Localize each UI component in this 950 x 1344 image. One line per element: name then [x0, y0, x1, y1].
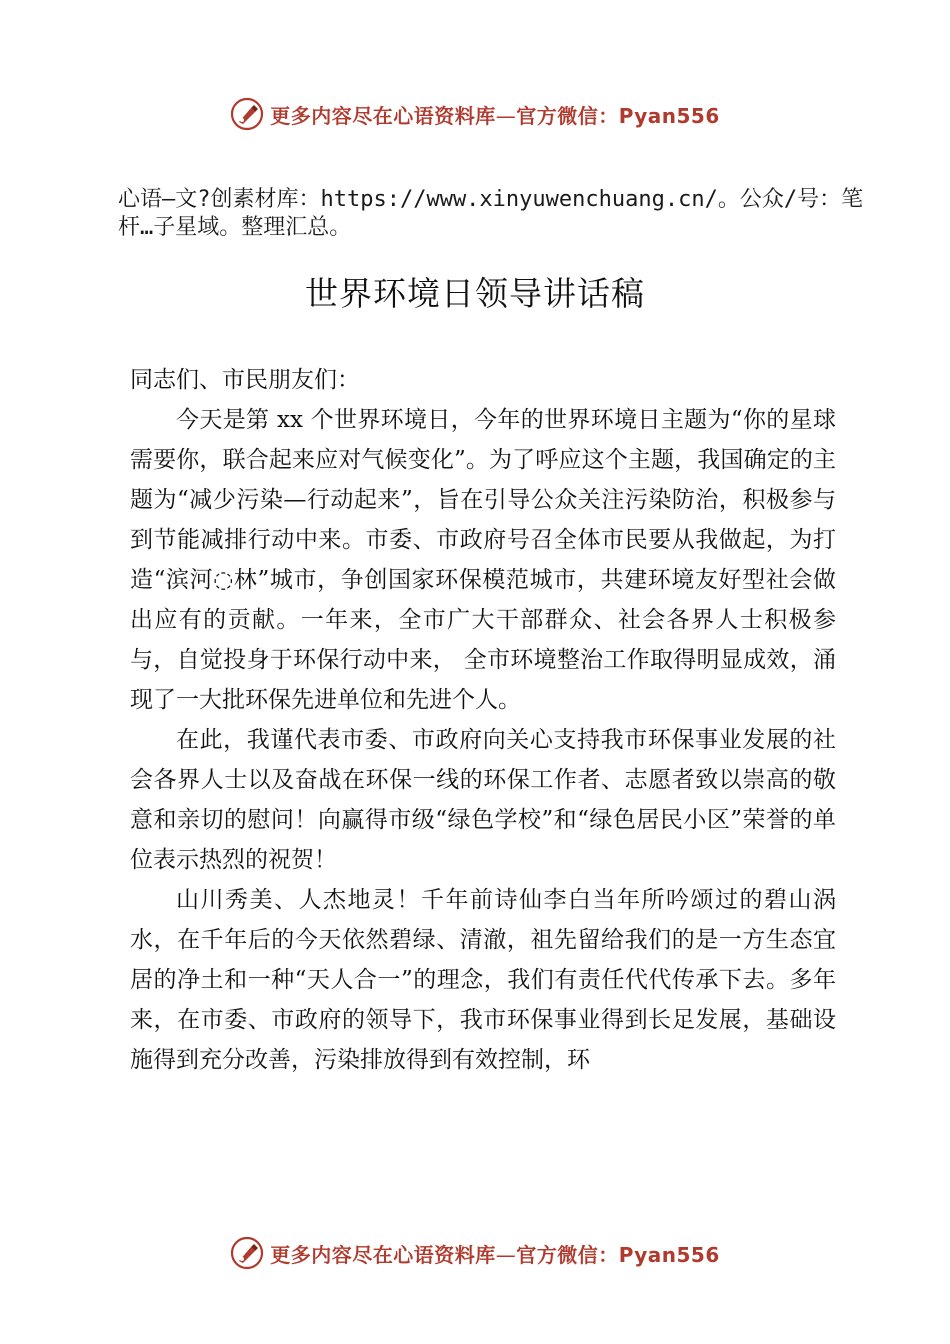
banner-main-text: 更多内容尽在心语资料库 [270, 1242, 496, 1267]
footer-banner [0, 1233, 950, 1273]
document-body [130, 360, 836, 1080]
pen-nib-logo-icon [230, 1236, 264, 1270]
paragraph-3: 山川秀美、人杰地灵！千年前诗仙李白当年所吟颂过的碧山涡水，在千年后的今天依然碧绿、清澈，祖先留给我们的是一方生态宜居的净土和一种“天人合一”的理念，我们有责任代代传承下去。多年来，在市委、市政府的领导下，我市环保事业得到长足发展，基础设施得到充分改善，污染排放得到有效控制，环 [130, 887, 836, 1073]
banner-text [270, 100, 720, 129]
banner-main-text: 更多内容尽在心语资料库 [270, 103, 496, 128]
banner-text [270, 1239, 720, 1268]
banner-separator: — [495, 103, 517, 128]
banner-separator: — [495, 1242, 517, 1267]
pen-nib-logo-icon [230, 97, 264, 131]
document-title: 世界环境日领导讲话稿 [305, 274, 645, 313]
header-banner [0, 94, 950, 134]
salutation: 同志们、市民朋友们： [130, 367, 360, 393]
source-note: 心语—文?创素材库：https://www.xinyuwenchuang.cn/。公众/号：笔杆…子星域。整理汇总。 [118, 187, 864, 240]
banner-wechat-label: 官方微信： [516, 103, 619, 128]
banner-wechat-id: Pyan556 [618, 103, 720, 128]
banner-wechat-id: Pyan556 [618, 1242, 720, 1267]
banner-wechat-label: 官方微信： [516, 1242, 619, 1267]
paragraph-1: 今天是第 xx 个世界环境日，今年的世界环境日主题为“你的星球需要你，联合起来应对气候变化”。为了呼应这个主题，我国确定的主题为“减少污染—行动起来”，旨在引导公众关注污染防治，积极参与到节能减排行动中来。市委、市政府号召全体市民要从我做起，为打造“滨河◌林”城市，争创国家环保模范城市，共建环境友好型社会做出应有的贡献。一年来，全市广大干部群众、社会各界人士积极参与，自觉投身于环保行动中来， 全市环境整治工作取得明显成效，涌现了一大批环保先进单位和先进个人。 [130, 407, 836, 713]
paragraph-2: 在此，我谨代表市委、市政府向关心支持我市环保事业发展的社会各界人士以及奋战在环保一线的环保工作者、志愿者致以崇高的敬意和亲切的慰问！向赢得市级“绿色学校”和“绿色居民小区”荣誉的单位表示热烈的祝贺！ [130, 727, 836, 873]
